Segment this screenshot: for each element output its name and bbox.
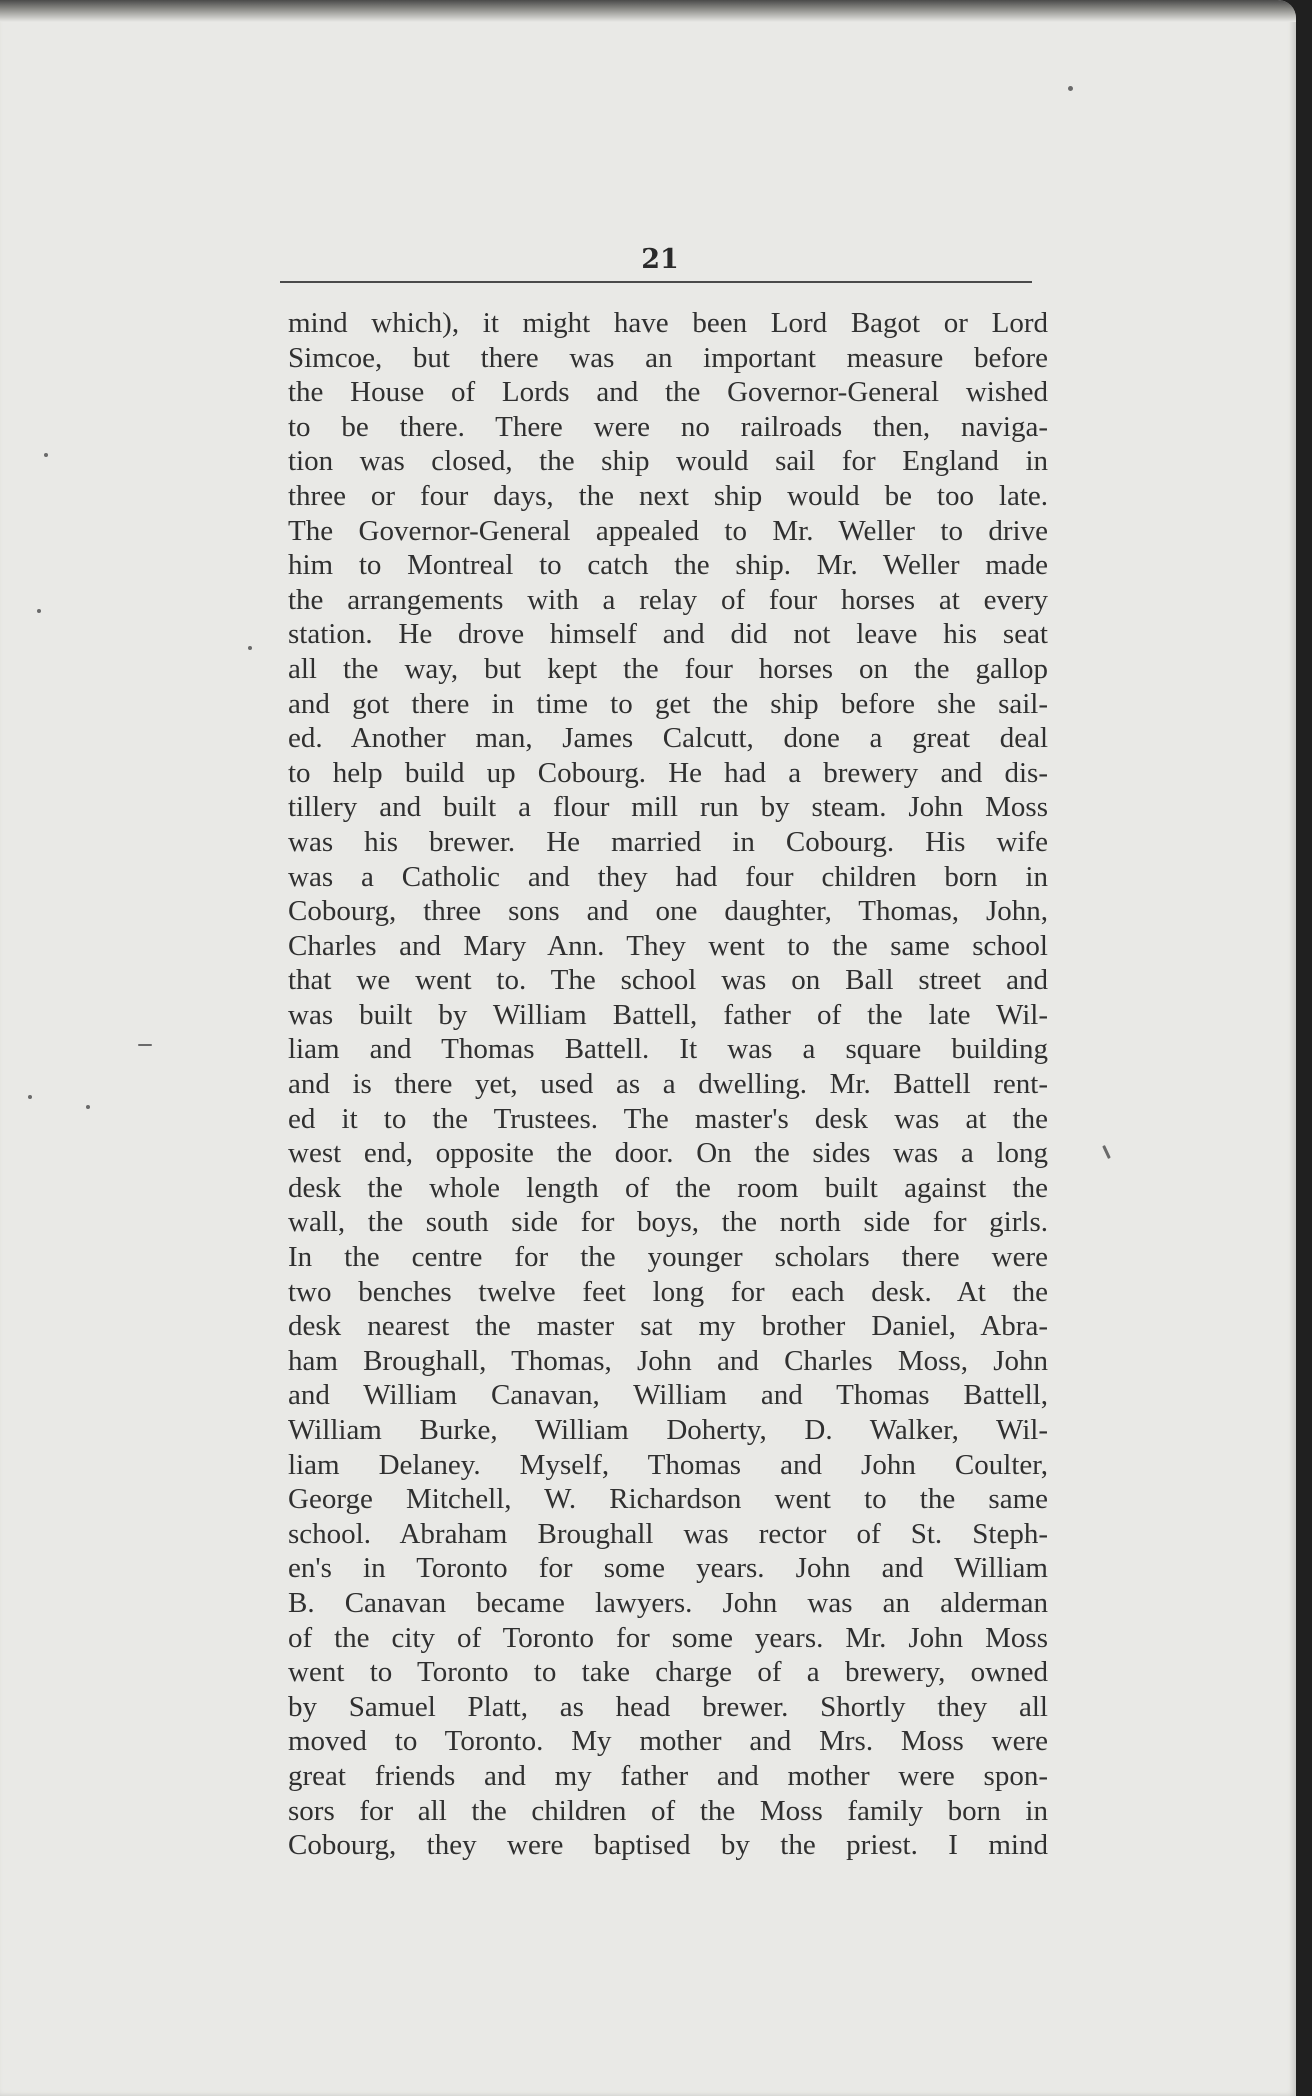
dust-speck [44, 453, 48, 457]
text-line: and got there in time to get the ship before she sail- [288, 687, 1048, 720]
text-line: wall, the south side for boys, the north side for girls. [288, 1206, 1048, 1239]
text-line: all the way, but kept the four horses on the gallop [288, 652, 1048, 685]
text-line: tion was closed, the ship would sail for England in [288, 445, 1048, 478]
text-line: went to Toronto to take charge of a brewery, owned [288, 1656, 1048, 1689]
text-line: was his brewer. He married in Cobourg. His wife [288, 825, 1048, 858]
text-line: desk the whole length of the room built against the [288, 1171, 1048, 1204]
text-line: en's in Toronto for some years. John and William [288, 1552, 1048, 1585]
text-line: was a Catholic and they had four children born in [288, 860, 1048, 893]
text-line: William Burke, William Doherty, D. Walker, Wil- [288, 1414, 1048, 1446]
dust-speck [1102, 1145, 1111, 1159]
text-line: of the city of Toronto for some years. Mr. John Moss [288, 1621, 1048, 1654]
text-line: ed it to the Trustees. The master's desk was at the [288, 1102, 1048, 1135]
page-top-edge [0, 0, 1296, 22]
text-line: the House of Lords and the Governor-General wished [288, 376, 1048, 409]
text-line: The Governor-General appealed to Mr. Weller to drive [288, 514, 1048, 547]
text-line: sors for all the children of the Moss family born in [288, 1794, 1048, 1827]
text-line: great friends and my father and mother were spon- [288, 1759, 1048, 1792]
text-line: the arrangements with a relay of four horses at every [288, 583, 1048, 616]
text-line: and is there yet, used as a dwelling. Mr. Battell rent- [288, 1068, 1048, 1101]
text-line: Simcoe, but there was an important measure before [288, 341, 1048, 374]
dust-speck [86, 1105, 90, 1109]
dust-speck [138, 1044, 152, 1046]
text-line: In the centre for the younger scholars there were [288, 1241, 1048, 1274]
header-rule [280, 281, 1032, 283]
body-text [288, 306, 1048, 1863]
text-line: to be there. There were no railroads then, naviga- [288, 410, 1048, 443]
text-line: desk nearest the master sat my brother Daniel, Abra- [288, 1310, 1048, 1343]
text-line: west end, opposite the door. On the sides was a long [288, 1137, 1048, 1170]
dust-speck [28, 1095, 32, 1099]
text-line: B. Canavan became lawyers. John was an alderman [288, 1586, 1048, 1619]
text-line: was built by William Battell, father of the late Wil- [288, 998, 1048, 1031]
text-line: to help build up Cobourg. He had a brewery and dis- [288, 756, 1048, 789]
text-line: station. He drove himself and did not leave his seat [288, 618, 1048, 651]
text-line: liam and Thomas Battell. It was a square building [288, 1033, 1048, 1066]
text-line: tillery and built a flour mill run by steam. John Moss [288, 791, 1048, 824]
dust-speck [37, 609, 41, 613]
dust-speck [248, 646, 252, 650]
text-line: Cobourg, they were baptised by the priest. I mind [288, 1829, 1048, 1862]
text-line: George Mitchell, W. Richardson went to the same [288, 1483, 1048, 1516]
page-number: 21 [641, 244, 679, 275]
text-line: ham Broughall, Thomas, John and Charles Moss, John [288, 1344, 1048, 1377]
text-line: that we went to. The school was on Ball street and [288, 964, 1048, 997]
text-line: by Samuel Platt, as head brewer. Shortly they all [288, 1690, 1048, 1723]
text-line: Charles and Mary Ann. They went to the same school [288, 929, 1048, 962]
text-line: mind which), it might have been Lord Bagot or Lord [288, 307, 1048, 339]
text-line: liam Delaney. Myself, Thomas and John Coulter, [288, 1448, 1048, 1481]
dust-speck [1068, 86, 1073, 91]
text-line: him to Montreal to catch the ship. Mr. Weller made [288, 549, 1048, 582]
text-line: Cobourg, three sons and one daughter, Thomas, John, [288, 895, 1048, 928]
text-line: ed. Another man, James Calcutt, done a great deal [288, 722, 1048, 755]
text-line: moved to Toronto. My mother and Mrs. Moss were [288, 1725, 1048, 1758]
text-line: and William Canavan, William and Thomas Battell, [288, 1379, 1048, 1412]
text-line: school. Abraham Broughall was rector of St. Steph- [288, 1517, 1048, 1550]
text-line: three or four days, the next ship would be too late. [288, 479, 1048, 512]
text-line: two benches twelve feet long for each desk. At the [288, 1275, 1048, 1308]
